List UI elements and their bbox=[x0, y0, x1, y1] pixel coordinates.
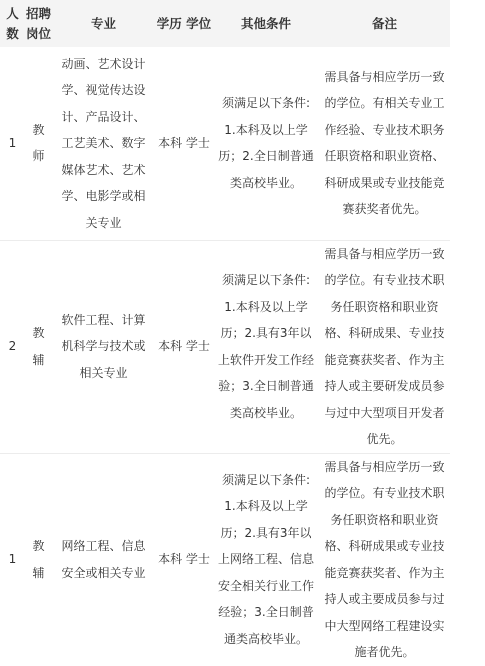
cell-post: 教师 bbox=[32, 122, 45, 164]
cell-degree: 学士 bbox=[185, 552, 210, 567]
cell-conditions: 须满足以下条件:1.本科及以上学历；2.全日制普通类高校毕业。 bbox=[218, 96, 314, 190]
cell-count: 2 bbox=[0, 240, 25, 453]
table-row bbox=[0, 453, 450, 666]
header-degree: 学位 bbox=[186, 15, 212, 31]
cell-post: 教辅 bbox=[25, 453, 52, 666]
cell-notes: 需具备与相应学历一致的学位。有相关专业工作经验、专业技术职务任职资格和职业资格、科研成果或专业技能竞赛获奖者优先。 bbox=[324, 69, 445, 217]
table-row bbox=[0, 240, 450, 453]
cell-conditions: 须满足以下条件:1.本科及以上学历；2.具有3年以上网络工程、信息安全相关行业工作经验；3.全日制普通类高校毕业。 bbox=[213, 453, 319, 666]
cell-education: 本科 bbox=[158, 552, 183, 567]
cell-edu-degree bbox=[155, 240, 213, 453]
cell-count: 1 bbox=[0, 453, 25, 666]
cell-major: 软件工程、计算机科学与技术或相关专业 bbox=[52, 240, 155, 453]
cell-degree: 学士 bbox=[185, 136, 210, 150]
header-post: 招聘岗位 bbox=[25, 5, 51, 41]
cell-major: 网络工程、信息安全或相关专业 bbox=[52, 453, 155, 666]
cell-notes: 需具备与相应学历一致的学位。有专业技术职务任职资格和职业资格、科研成果、专业技能竞赛获奖者、作为主持人或主要研发成员参与过中大型项目开发者优先。 bbox=[319, 240, 450, 453]
cell-education: 本科 bbox=[158, 136, 183, 150]
table-header-row bbox=[0, 0, 450, 47]
cell-post: 教辅 bbox=[25, 240, 52, 453]
header-edu-degree bbox=[155, 0, 213, 47]
cell-degree: 学士 bbox=[185, 339, 210, 354]
cell-notes: 需具备与相应学历一致的学位。有专业技术职务任职资格和职业资格、科研成果或专业技能竞赛获奖者、作为主持人或主要成员参与过中大型网络工程建设实施者优先。 bbox=[319, 453, 450, 666]
cell-education: 本科 bbox=[158, 339, 183, 354]
cell-count: 1 bbox=[8, 136, 17, 150]
table-row bbox=[0, 47, 450, 240]
cell-edu-degree bbox=[155, 47, 213, 240]
cell-conditions: 须满足以下条件:1.本科及以上学历；2.具有3年以上软件开发工作经验；3.全日制普通类高校毕业。 bbox=[213, 240, 319, 453]
header-count: 人数 bbox=[6, 5, 19, 41]
header-education: 学历 bbox=[156, 15, 182, 31]
header-major: 专业 bbox=[90, 15, 116, 31]
header-conditions: 其他条件 bbox=[240, 15, 291, 31]
cell-major: 动画、艺术设计学、视觉传达设计、产品设计、工艺美术、数字媒体艺术、艺术学、电影学或相关专业 bbox=[61, 56, 146, 230]
header-notes: 备注 bbox=[371, 15, 397, 31]
cell-edu-degree bbox=[155, 453, 213, 666]
